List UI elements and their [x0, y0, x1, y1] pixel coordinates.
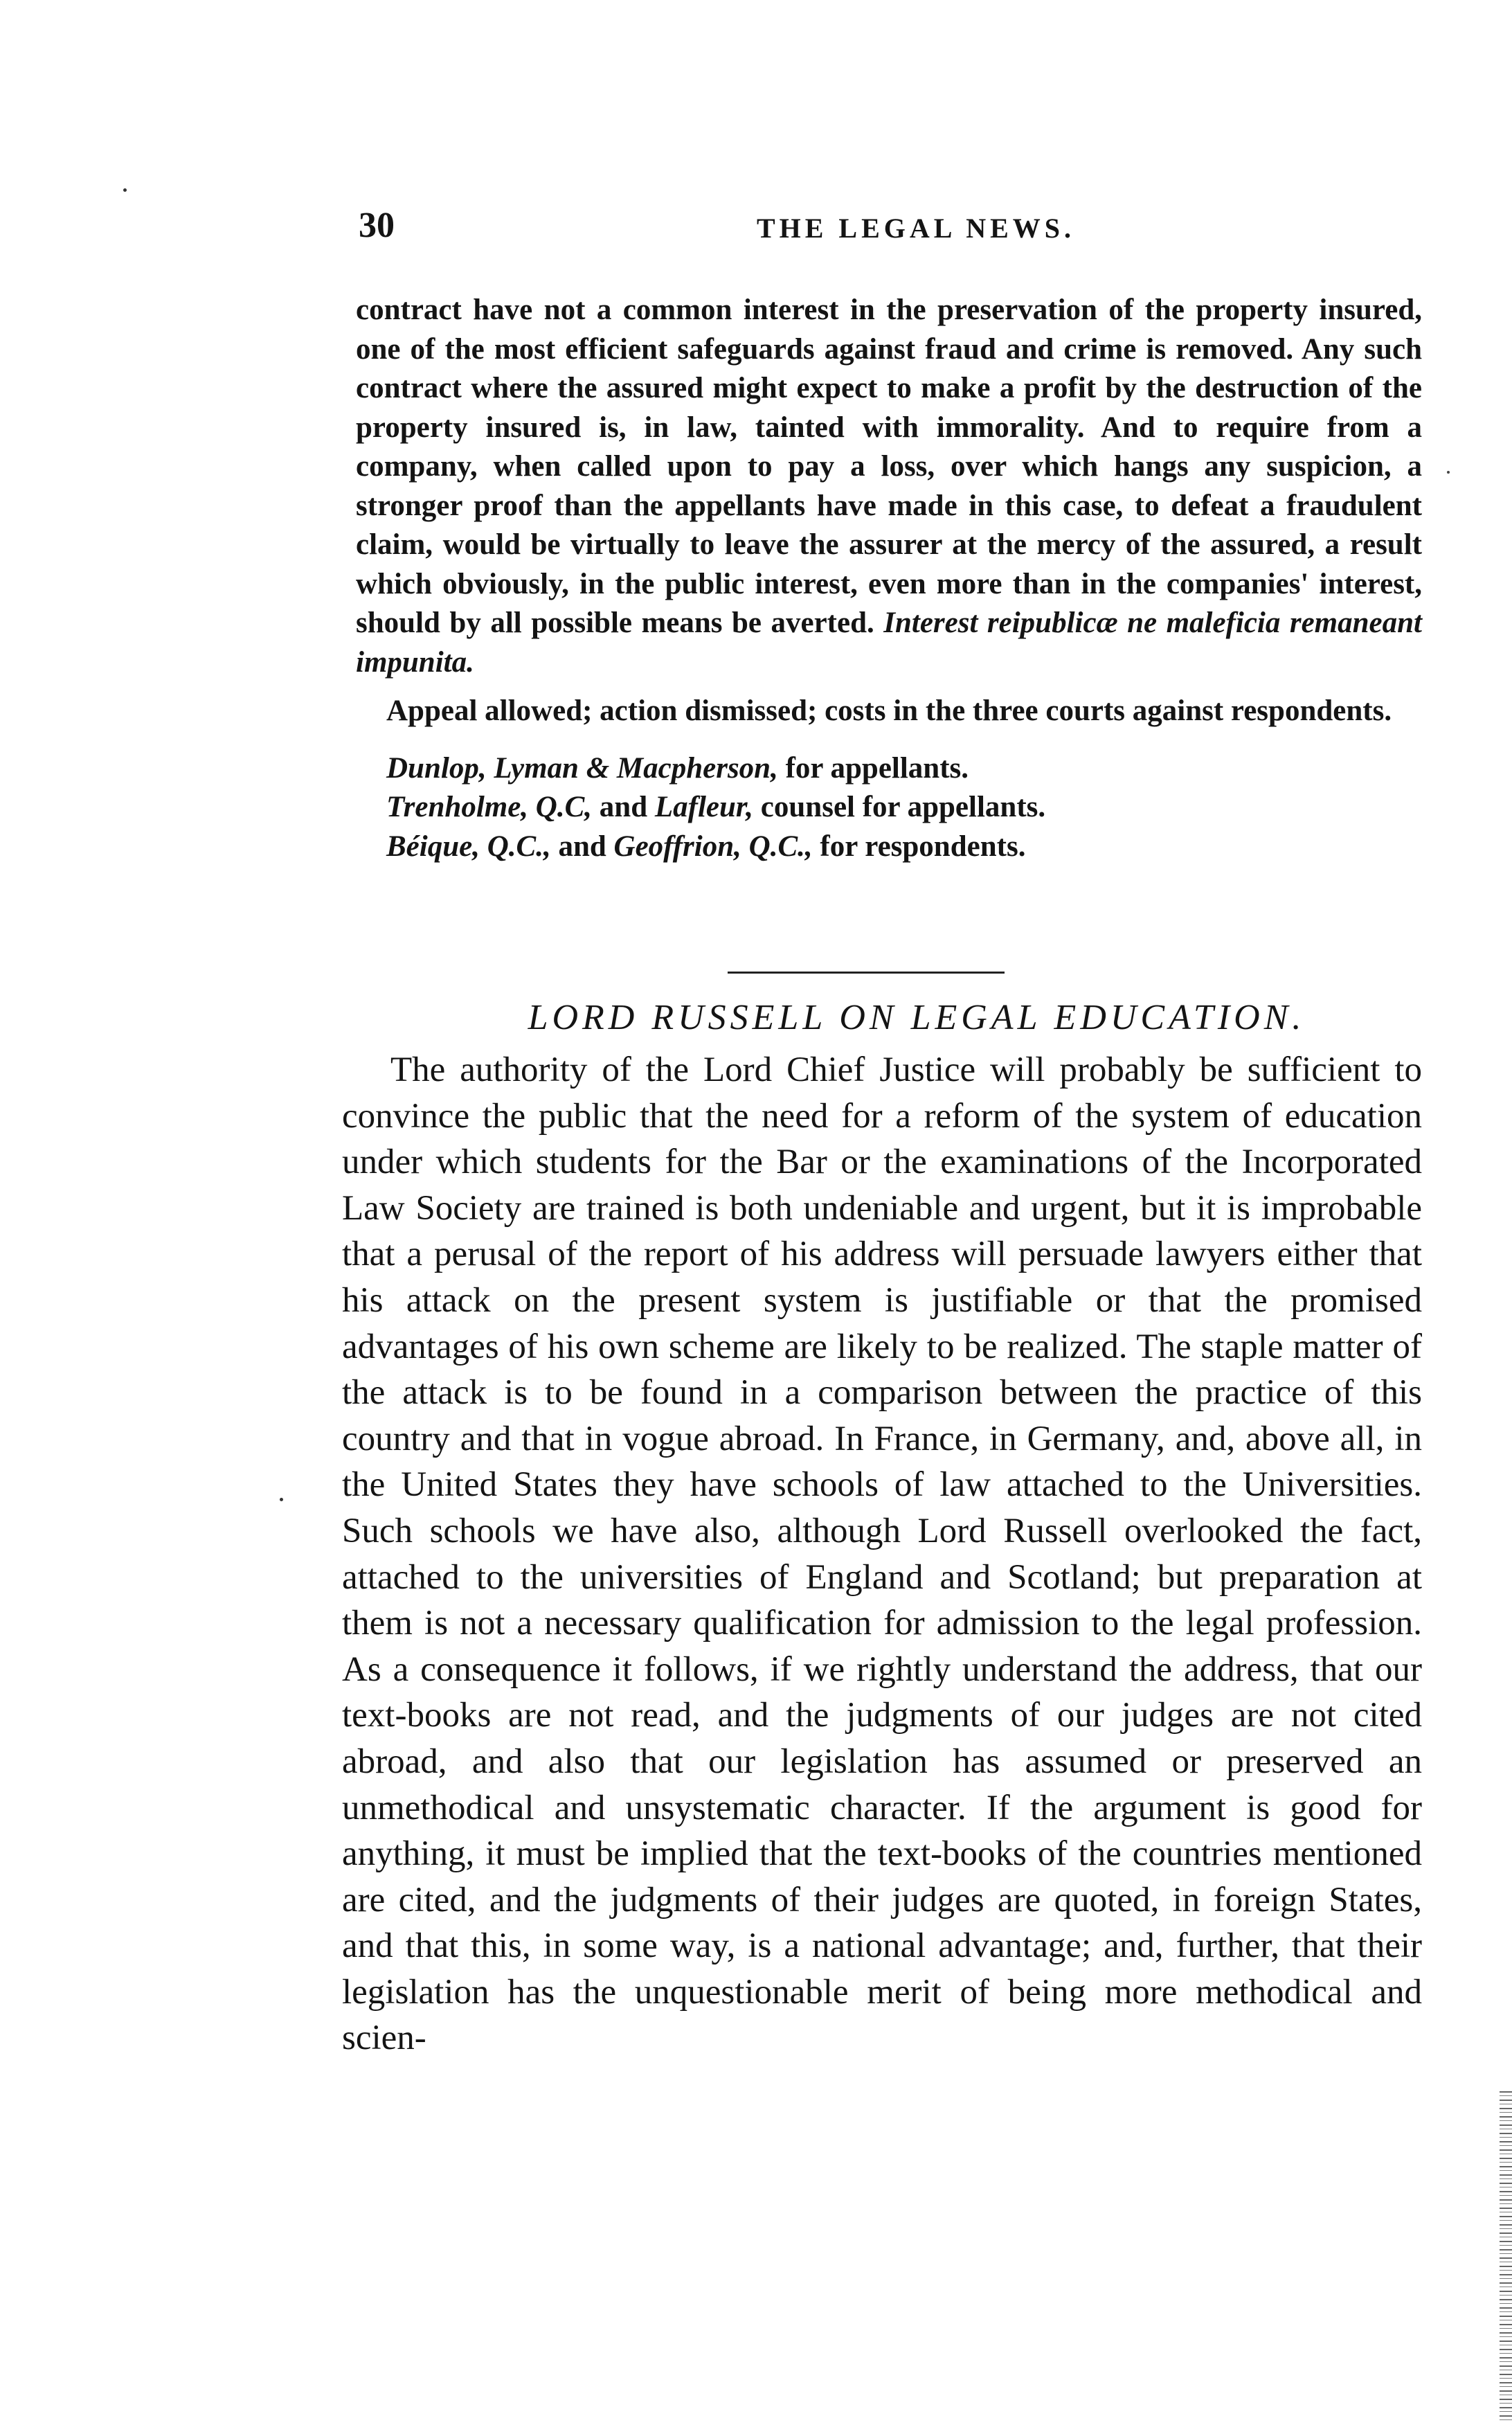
counsel-line: Dunlop, Lyman & Macpherson, for appellants.	[386, 751, 969, 785]
running-title: THE LEGAL NEWS.	[756, 213, 1076, 244]
counsel-line: Trenholme, Q.C, and Lafleur, counsel for appellants.	[386, 791, 1046, 823]
article-paragraph: The authority of the Lord Chief Justice will probably be sufficient to convince the public that the need for a reform of the system of education under which students for the Bar or the examinations of the Incorporated Law Society are trained is both undeniable and urgent, but it is improbable that a perusal of the report of his address will persuade lawyers either that his attack on the present system is justifiable or that the promised advantages of his own scheme are likely to be realized. The staple matter of the attack is to be found in a comparison between the practice of this country and that in vogue abroad. In France, in Germany, and, above all, in the United States they have schools of law attached to the Universities. Such schools we have also, although Lord Russell overlooked the fact, attached to the universities of England and Scotland; but preparation at them is not a necessary qualification for admission to the legal profession. As a consequence it follows, if we rightly understand the address, that our text-books are not read, and the judgments of our judges are not cited abroad, and also that our legislation has assumed or preserved an unmethodical and unsystematic character. If the argument is good for anything, it must be implied that the text-books of the countries mentioned are cited, and the judgments of their judges are quoted, in foreign States, and that this, in some way, is a national advantage; and, further, that their legislation has the unquestionable merit of being more methodical and scien-	[342, 1050, 1422, 2058]
section-divider	[728, 972, 1005, 974]
article-body	[342, 1047, 1422, 2061]
judgment-conclusion	[356, 291, 1422, 866]
page-edge-shadow	[1500, 2091, 1512, 2424]
judgment-paragraph: contract have not a common interest in the preservation of the property insured, one of the most efficient safeguards against fraud and crime is removed. Any such contract where the assured might expect to make a profit by the destruction of the property insured is, in law, tainted with immorality. And to require from a company, when called upon to pay a loss, over which hangs any suspicion, a stronger proof than the appellants have made in this case, to defeat a fraudulent claim, would be virtually to leave the assurer at the mercy of the assured, a result which obviously, in the public interest, even more than in the companies' interest, should by all possible means be averted. Interest reipublicæ ne maleficia remaneant impunita.	[356, 294, 1422, 679]
counsel-line: Béique, Q.C., and Geoffrion, Q.C., for respondents.	[386, 830, 1026, 863]
page-number: 30	[359, 206, 395, 245]
page-header	[359, 205, 1418, 253]
article-title: LORD RUSSELL ON LEGAL EDUCATION.	[528, 998, 1306, 1037]
scan-speck	[280, 1498, 283, 1501]
scan-speck	[1447, 471, 1450, 474]
latin-maxim: Interest reipublicæ ne maleficia remaneant impunita.	[356, 607, 1422, 679]
scan-speck	[123, 188, 127, 192]
appeal-result: Appeal allowed; action dismissed; costs in the three courts against respondents.	[386, 695, 1392, 727]
